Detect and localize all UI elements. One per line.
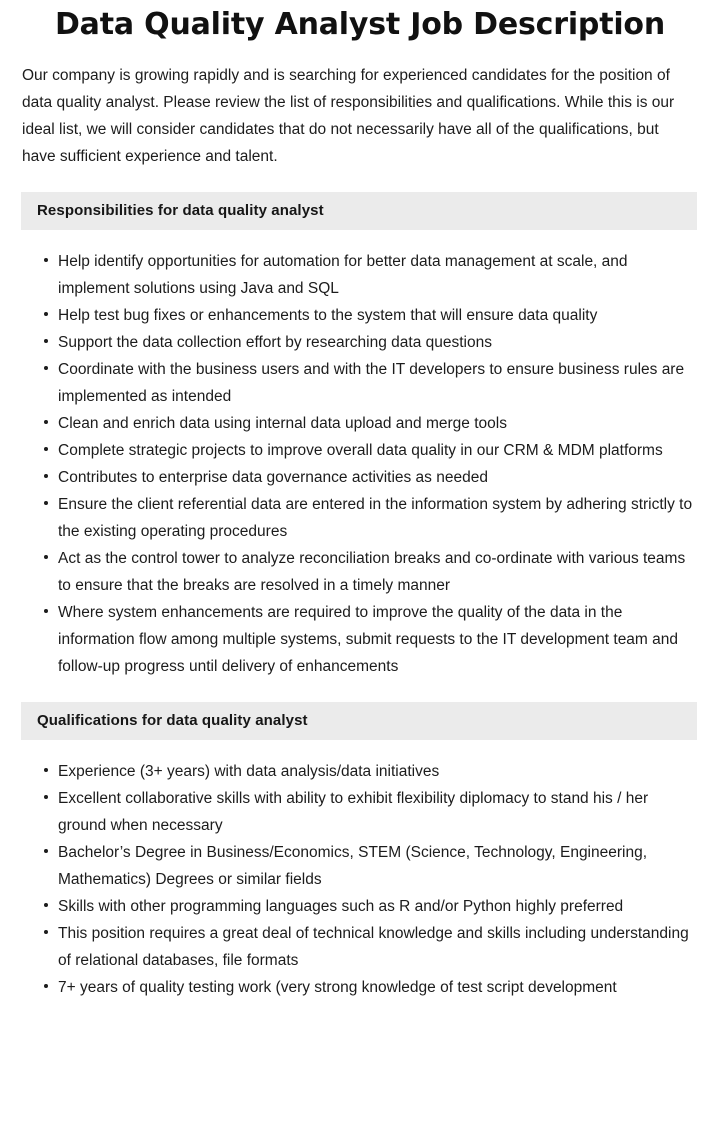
- list-item-text: Excellent collaborative skills with ability to exhibit flexibility diplomacy to stand his / her ground when necessary: [58, 790, 649, 834]
- list-item: [58, 839, 696, 893]
- list-item-text: This position requires a great deal of technical knowledge and skills including understanding of relational databases, file formats: [58, 925, 689, 969]
- bullet-icon: [44, 447, 48, 451]
- list-item: [58, 329, 696, 356]
- list-item-text: Help test bug fixes or enhancements to the system that will ensure data quality: [58, 307, 598, 324]
- list-item-text: Coordinate with the business users and with the IT developers to ensure business rules are implemented as intended: [58, 361, 685, 405]
- bullet-icon: [44, 984, 48, 988]
- bullet-icon: [44, 609, 48, 613]
- bullet-icon: [44, 930, 48, 934]
- list-item-text: Skills with other programming languages such as R and/or Python highly preferred: [58, 898, 624, 915]
- bullet-icon: [44, 501, 48, 505]
- intro-paragraph: Our company is growing rapidly and is searching for experienced candidates for the position of data quality analyst. Please review the list of responsibilities and qualifications. While this is our ideal list, we will consider candidates that do not necessarily have all of the qualifications, but have sufficient experience and talent.: [22, 67, 675, 165]
- list-item-text: Experience (3+ years) with data analysis/data initiatives: [58, 763, 440, 780]
- list-item-text: 7+ years of quality testing work (very strong knowledge of test script development: [58, 979, 617, 996]
- list-item-text: Support the data collection effort by researching data questions: [58, 334, 492, 351]
- bullet-icon: [44, 768, 48, 772]
- list-item: [58, 545, 696, 599]
- list-item-text: Act as the control tower to analyze reconciliation breaks and co-ordinate with various teams to ensure that the breaks are resolved in a timely manner: [58, 550, 686, 594]
- list-item: [58, 785, 696, 839]
- list-item: [58, 491, 696, 545]
- bullet-icon: [44, 555, 48, 559]
- list-item: [58, 356, 696, 410]
- bullet-icon: [44, 474, 48, 478]
- list-item-text: Contributes to enterprise data governance activities as needed: [58, 469, 488, 486]
- list-item-text: Clean and enrich data using internal data upload and merge tools: [58, 415, 507, 432]
- list-item: [58, 410, 696, 437]
- list-item: [58, 248, 696, 302]
- section-header-responsibilities: [21, 192, 697, 230]
- bullet-icon: [44, 312, 48, 316]
- list-item-text: Bachelor’s Degree in Business/Economics, STEM (Science, Technology, Engineering, Mathematics) Degrees or similar fields: [58, 844, 648, 888]
- responsibilities-list: [0, 230, 720, 680]
- page-bottom-spacer: [0, 1001, 720, 1037]
- bullet-icon: [44, 903, 48, 907]
- list-item: [58, 599, 696, 680]
- bullet-icon: [44, 366, 48, 370]
- page-title: Data Quality Analyst Job Description: [54, 7, 665, 42]
- qualifications-list: [0, 740, 720, 1001]
- list-item: [58, 893, 696, 920]
- list-item-text: Help identify opportunities for automation for better data management at scale, and implement solutions using Java and SQL: [58, 253, 628, 297]
- section-header-qualifications: [21, 702, 697, 740]
- bullet-icon: [44, 339, 48, 343]
- list-item-text: Ensure the client referential data are entered in the information system by adhering strictly to the existing operating procedures: [58, 496, 693, 540]
- list-item: [58, 302, 696, 329]
- bullet-icon: [44, 420, 48, 424]
- list-item: [58, 758, 696, 785]
- list-item: [58, 920, 696, 974]
- bullet-icon: [44, 849, 48, 853]
- bullet-icon: [44, 258, 48, 262]
- list-item-text: Complete strategic projects to improve overall data quality in our CRM & MDM platforms: [58, 442, 663, 459]
- list-item: [58, 437, 696, 464]
- section-header-responsibilities-label: Responsibilities for data quality analyst: [37, 202, 324, 219]
- list-item: [58, 464, 696, 491]
- list-item-text: Where system enhancements are required to improve the quality of the data in the information flow among multiple systems, submit requests to the IT development team and follow-up progress until delivery of enhancements: [58, 604, 679, 675]
- bullet-icon: [44, 795, 48, 799]
- list-item: [58, 974, 696, 1001]
- section-header-qualifications-label: Qualifications for data quality analyst: [37, 712, 308, 729]
